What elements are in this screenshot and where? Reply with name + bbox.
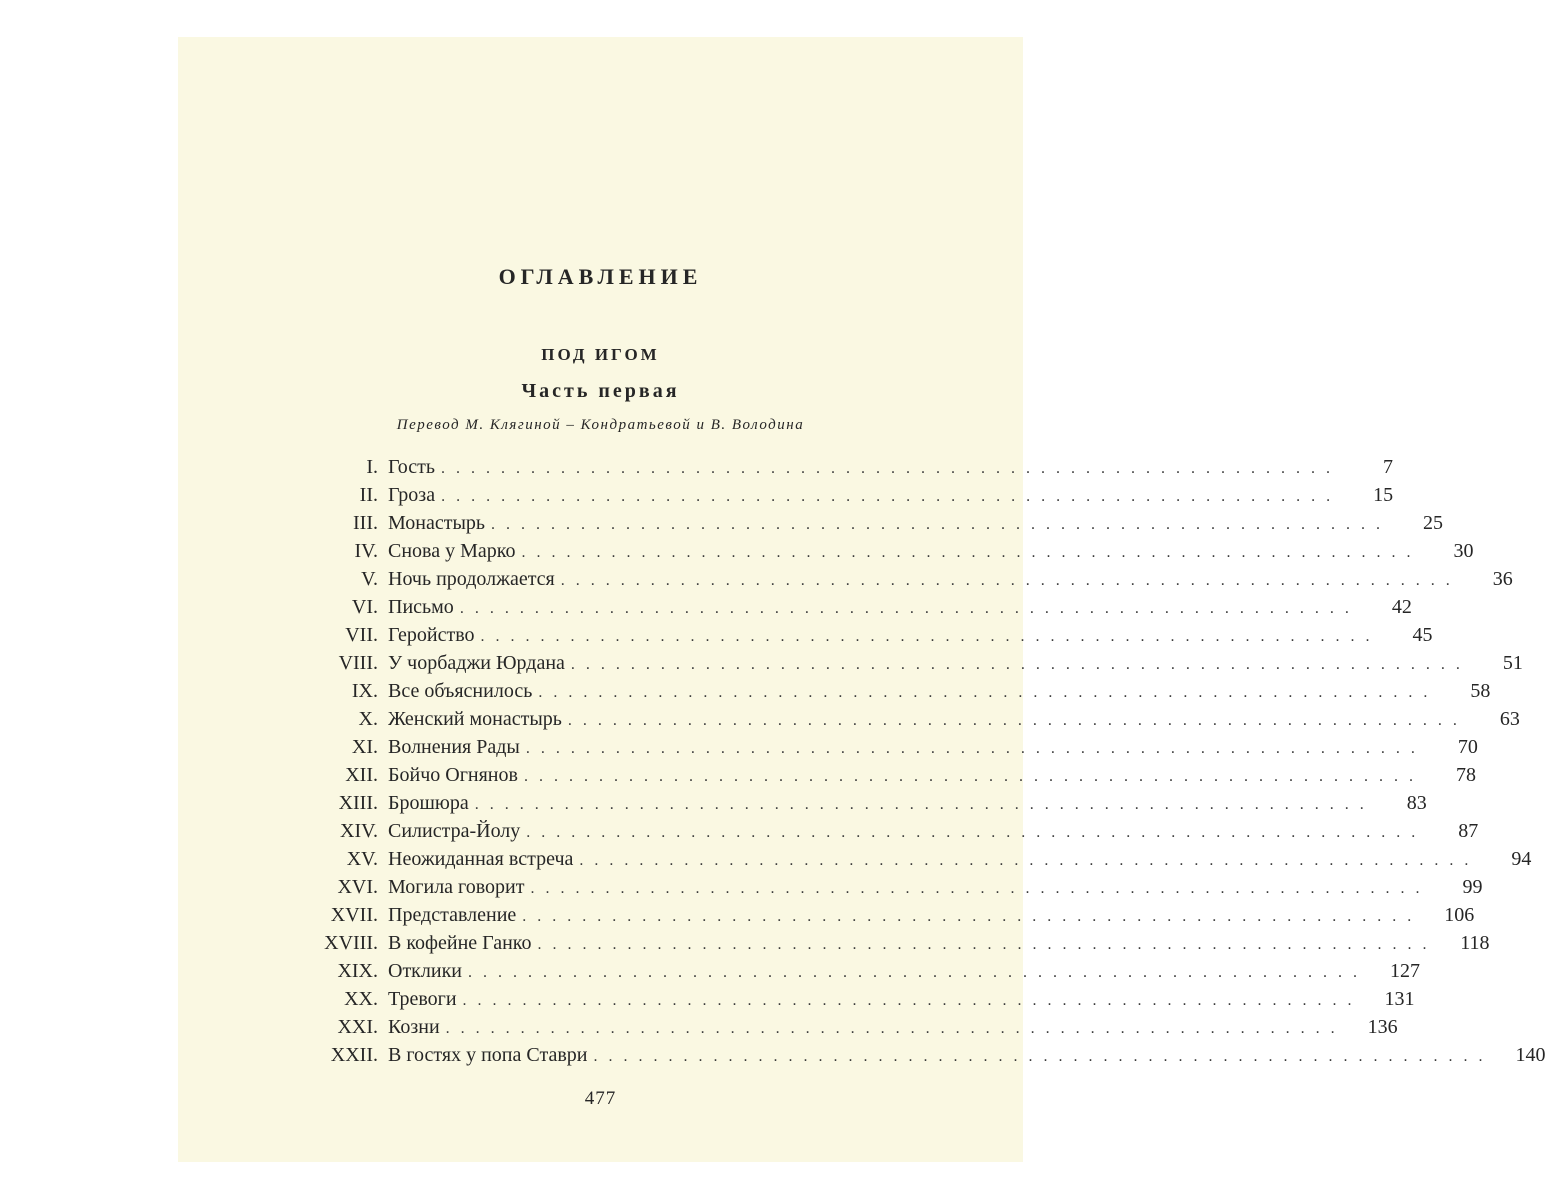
chapter-title: Письмо [388,596,454,618]
chapter-page-number: 70 [1457,736,1478,758]
toc-entry [298,817,1479,845]
chapter-title: Бойчо Огнянов [388,764,518,786]
translator-credit: Перевод М. Клягиной – Кондратьевой и В. Володина [396,417,805,433]
toc-entry [298,789,1427,817]
dot-leader: ............................................................ [445,1020,1346,1037]
chapter-number: XVII. [330,904,378,926]
chapter-page-number: 118 [1460,932,1490,954]
toc-entry [298,565,1513,593]
chapter-page-number: 42 [1391,596,1412,618]
chapter-page-number: 45 [1412,624,1433,646]
chapter-page-number: 15 [1373,484,1394,506]
chapter-number: XV. [346,848,378,870]
chapter-page-number: 99 [1462,876,1483,898]
chapter-page-number: 140 [1515,1044,1545,1066]
dot-leader: ............................................................ [560,572,1461,589]
chapter-page-number: 87 [1458,820,1479,842]
dot-leader: ............................................................ [459,600,1360,617]
chapter-title: Представление [388,904,517,926]
chapter-number: II. [359,484,378,506]
dot-leader: ............................................................ [525,740,1426,757]
chapter-number: XXII. [330,1044,378,1066]
chapter-page-number: 58 [1470,680,1491,702]
chapter-title: Женский монастырь [388,708,562,730]
dot-leader: ............................................................ [538,684,1439,701]
chapter-title: Снова у Марко [388,540,516,562]
toc-entry [298,901,1475,929]
chapter-page-number: 78 [1455,764,1476,786]
chapter-number: III. [353,512,378,534]
chapter-number: IX. [351,680,378,702]
chapter-title: В кофейне Ганко [388,932,532,954]
chapter-number: VI. [351,596,378,618]
chapter-number: VIII. [338,652,378,674]
chapter-number: XIX. [337,960,378,982]
chapter-page-number: 136 [1367,1016,1398,1038]
dot-leader: ............................................................ [530,880,1431,897]
chapter-number: VII. [345,624,378,646]
toc-entry [298,929,1490,957]
toc-entry [298,621,1433,649]
dot-leader: ............................................................ [441,488,1342,505]
part-title: Часть первая [521,380,680,402]
toc-entry [298,845,1532,873]
chapter-page-number: 127 [1390,960,1421,982]
chapter-title: Тревоги [388,988,457,1010]
dot-leader: ............................................................ [491,516,1392,533]
toc-entry [298,509,1444,537]
dot-leader: ............................................................ [570,656,1471,673]
dot-leader: ............................................................ [579,852,1480,869]
chapter-title: Гроза [388,484,436,506]
toc-entry [298,649,1523,677]
toc-entry [298,761,1476,789]
chapter-title: У чорбаджи Юрдана [388,652,565,674]
toc-entry [298,985,1415,1013]
chapter-title: Отклики [388,960,463,982]
dot-leader: ............................................................ [593,1048,1494,1065]
chapter-title: Козни [388,1016,440,1038]
toc-entry [298,537,1474,565]
dot-leader: ............................................................ [521,544,1422,561]
chapter-title: В гостях у попа Ставри [388,1044,588,1066]
page-title: ОГЛАВЛЕНИЕ [498,264,703,289]
chapter-number: XVIII. [324,932,378,954]
chapter-title: Геройство [388,624,475,646]
dot-leader: ............................................................ [441,460,1342,477]
toc-entry [298,957,1421,985]
toc-entry [298,1013,1398,1041]
book-page [178,37,1545,1162]
chapter-page-number: 25 [1423,512,1444,534]
chapter-number: XIII. [338,792,378,814]
dot-leader: ............................................................ [522,908,1423,925]
dot-leader: ............................................................ [537,936,1438,953]
toc-entry [298,705,1520,733]
chapter-title: Неожиданная встреча [388,848,574,870]
dot-leader: ............................................................ [474,796,1375,813]
chapter-number: XVI. [337,876,378,898]
chapter-number: XX. [344,988,378,1010]
chapter-title: Гость [388,456,436,478]
toc-entry [298,677,1491,705]
chapter-title: Монастырь [388,512,486,534]
chapter-page-number: 36 [1492,568,1513,590]
table-of-contents [298,453,1545,1069]
chapter-number: XI. [351,736,378,758]
chapter-page-number: 94 [1511,848,1532,870]
chapter-page-number: 30 [1453,540,1474,562]
chapter-page-number: 7 [1383,456,1394,478]
chapter-page-number: 131 [1384,988,1415,1010]
dot-leader: ............................................................ [480,628,1381,645]
toc-entry [298,1041,1545,1069]
chapter-number: X. [358,708,378,730]
chapter-page-number: 63 [1499,708,1520,730]
toc-entry [298,873,1483,901]
toc-entry [298,733,1478,761]
toc-entry [298,593,1412,621]
chapter-title: Все объяснилось [388,680,533,702]
toc-entry [298,453,1394,481]
chapter-page-number: 106 [1444,904,1475,926]
dot-leader: ............................................................ [468,964,1369,981]
chapter-number: V. [361,568,378,590]
chapter-number: XXI. [337,1016,378,1038]
chapter-number: IV. [354,540,378,562]
chapter-title: Силистра-Йолу [388,820,521,842]
chapter-title: Могила говорит [388,876,525,898]
chapter-number: I. [366,456,378,478]
chapter-page-number: 51 [1502,652,1523,674]
page-number: 477 [584,1088,617,1109]
chapter-title: Волнения Рады [388,736,520,758]
chapter-title: Ночь продолжается [388,568,555,590]
chapter-number: XIV. [340,820,378,842]
dot-leader: ............................................................ [523,768,1424,785]
dot-leader: ............................................................ [462,992,1363,1009]
chapter-page-number: 83 [1406,792,1427,814]
dot-leader: ............................................................ [526,824,1427,841]
dot-leader: ............................................................ [567,712,1468,729]
chapter-title: Брошюра [388,792,469,814]
chapter-number: XII. [345,764,378,786]
section-title: ПОД ИГОМ [541,345,660,364]
toc-entry [298,481,1394,509]
